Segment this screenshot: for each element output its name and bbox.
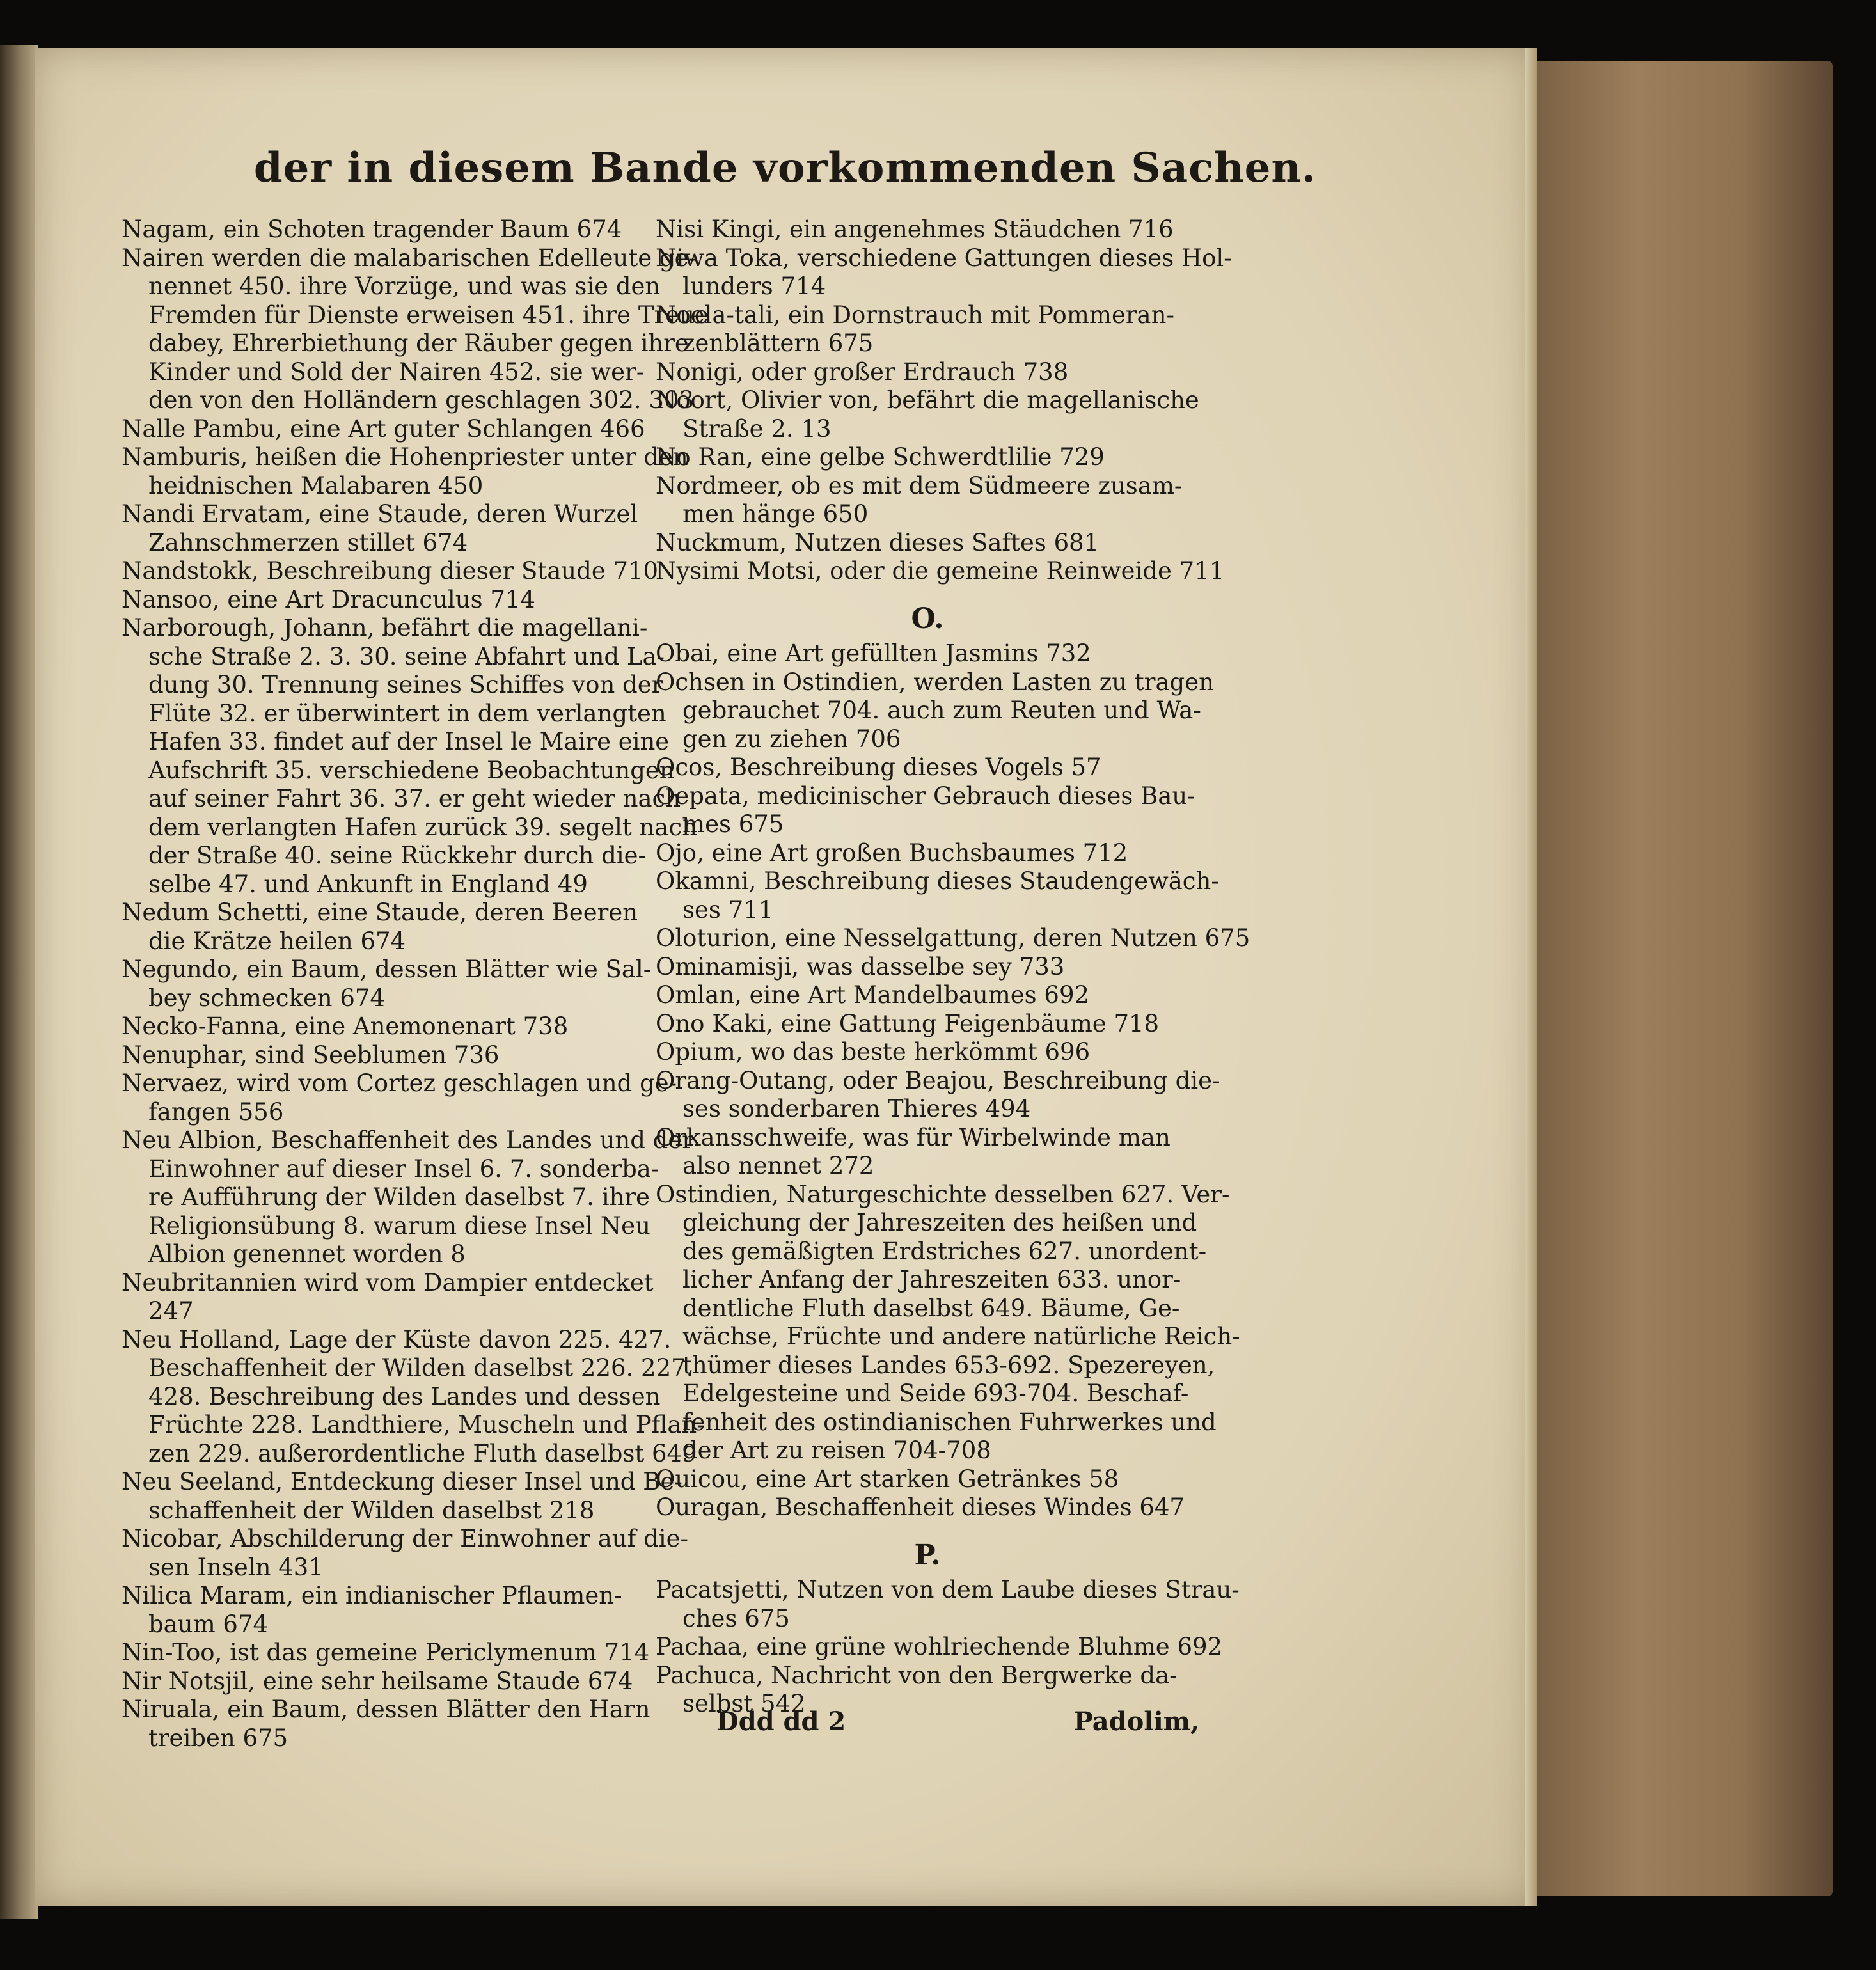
entry-line-continued: Flüte 32. er überwintert in dem verlangten: [148, 699, 666, 727]
entry-line-continued: heidnischen Malabaren 450: [148, 471, 484, 500]
index-entry: [122, 1041, 665, 1070]
index-entry: [122, 1269, 665, 1326]
index-column-right: [656, 216, 1250, 1719]
entry-line-continued: Beschaffenheit der Wilden daselbst 226. 227.: [148, 1354, 694, 1382]
entry-line-first: No Ran, eine gelbe Schwerdtlilie 729: [656, 443, 1105, 471]
entry-line-continued: selbst 542: [682, 1690, 806, 1717]
section-heading-p: P.: [914, 1538, 941, 1572]
entry-line-continued: also nennet 272: [682, 1152, 874, 1179]
entry-line-first: Oepata, medicinischer Gebrauch dieses Bau-: [656, 782, 1195, 810]
entry-line-first: Orkansschweife, was für Wirbelwinde man: [656, 1123, 1171, 1151]
index-entry: [656, 529, 1199, 558]
index-entry: [656, 1010, 1199, 1039]
index-entry: [122, 1525, 688, 1582]
entry-line-continued: licher Anfang der Jahreszeiten 633. unor-: [682, 1266, 1181, 1293]
entry-line-continued: schaffenheit der Wilden daselbst 218: [148, 1496, 595, 1524]
entry-line-first: Noort, Olivier von, befährt die magellanische: [656, 386, 1199, 414]
index-entry: [122, 614, 697, 899]
index-entry: [122, 1069, 677, 1126]
entry-line-first: Narborough, Johann, befährt die magellani-: [122, 614, 648, 642]
entry-line-first: Nordmeer, ob es mit dem Südmeere zusam-: [656, 471, 1183, 500]
entry-line-continued: Hafen 33. findet auf der Insel le Maire eine: [148, 728, 670, 755]
entry-line-first: Nansoo, eine Art Dracunculus 714: [122, 585, 535, 613]
entry-line-continued: Straße 2. 13: [682, 414, 832, 443]
entry-line-first: Negundo, ein Baum, dessen Blätter wie Sal-: [122, 956, 652, 983]
entry-line-first: Opium, wo das beste herkömmt 696: [656, 1038, 1091, 1066]
entry-line-first: Nicobar, Abschilderung der Einwohner auf die-: [122, 1525, 688, 1552]
index-entry: [122, 244, 709, 415]
index-entry: [656, 640, 1199, 668]
entry-line-first: Ostindien, Naturgeschichte desselben 627. Ver-: [656, 1180, 1230, 1208]
index-entry: [656, 1465, 1199, 1494]
entry-line-continued: fenheit des ostindianischen Fuhrwerkes und: [682, 1408, 1217, 1436]
entry-line-continued: ses sonderbaren Thieres 494: [682, 1095, 1031, 1123]
index-entry: [122, 1696, 665, 1753]
entry-line-first: Ono Kaki, eine Gattung Feigenbäume 718: [656, 1009, 1160, 1037]
entry-line-continued: lunders 714: [682, 272, 826, 300]
index-entry: [656, 301, 1199, 358]
entry-line-first: Okamni, Beschreibung dieses Staudengewäch-: [656, 867, 1219, 895]
entry-line-first: Nonigi, oder großer Erdrauch 738: [656, 358, 1069, 386]
entry-line-continued: ches 675: [682, 1604, 790, 1632]
entry-line-first: Ominamisji, was dasselbe sey 733: [656, 952, 1065, 981]
entry-line-continued: dentliche Fluth daselbst 649. Bäume, Ge-: [682, 1294, 1180, 1322]
entry-line-continued: Früchte 228. Landthiere, Muscheln und Pflan-: [148, 1411, 705, 1438]
entry-line-continued: Religionsübung 8. warum diese Insel Neu: [148, 1211, 650, 1240]
entry-line-continued: Aufschrift 35. verschiedene Beobachtungen: [148, 756, 675, 784]
index-entry: [122, 1468, 682, 1525]
entry-line-continued: 428. Beschreibung des Landes und dessen: [148, 1382, 661, 1410]
entry-line-continued: selbe 47. und Ankunft in England 49: [148, 870, 588, 898]
entry-line-continued: mes 675: [682, 810, 784, 838]
index-entry: [656, 1493, 1199, 1522]
index-entry: [656, 753, 1199, 782]
entry-line-continued: thümer dieses Landes 653-692. Spezereyen,: [682, 1351, 1215, 1379]
entry-line-continued: ses 711: [682, 895, 774, 924]
index-entry: [656, 782, 1199, 839]
entry-line-first: Nin-Too, ist das gemeine Periclymenum 714: [122, 1639, 650, 1666]
entry-line-continued: bey schmecken 674: [148, 984, 386, 1012]
index-entry: [656, 557, 1225, 586]
index-entry: [122, 1667, 665, 1696]
entry-line-first: Nisi Kingi, ein angenehmes Stäudchen 716: [656, 216, 1174, 243]
entry-line-first: Ouragan, Beschaffenheit dieses Windes 647: [656, 1493, 1185, 1521]
entry-line-first: Nuckmum, Nutzen dieses Saftes 681: [656, 528, 1100, 556]
entry-line-first: Omlan, eine Art Mandelbaumes 692: [656, 981, 1090, 1009]
entry-line-first: Nilica Maram, ein indianischer Pflaumen-: [122, 1582, 622, 1609]
index-entry: [122, 415, 665, 444]
index-entry: [656, 953, 1199, 982]
entry-line-first: Nedum Schetti, eine Staude, deren Beeren: [122, 899, 638, 926]
entry-line-first: Nagam, ein Schoten tragender Baum 674: [122, 216, 622, 243]
entry-line-continued: Einwohner auf dieser Insel 6. 7. sonderba-: [148, 1154, 659, 1183]
entry-line-continued: gebrauchet 704. auch zum Reuten und Wa-: [682, 697, 1201, 724]
index-entry: [656, 1066, 1220, 1124]
entry-line-first: Niwa Toka, verschiedene Gattungen dieses Hol-: [656, 244, 1232, 272]
o-entries: [656, 640, 1250, 1522]
section-heading-o: O.: [911, 602, 944, 635]
index-entry: [122, 899, 665, 956]
entry-line-continued: zenblättern 675: [682, 329, 874, 357]
entry-line-continued: fangen 556: [148, 1098, 284, 1126]
entry-line-continued: Albion genennet worden 8: [148, 1240, 466, 1268]
entry-line-first: Nandstokk, Beschreibung dieser Staude 710: [122, 557, 659, 585]
entry-line-first: Ochsen in Ostindien, werden Lasten zu tragen: [656, 668, 1214, 696]
index-entry: [122, 216, 665, 244]
index-entry: [656, 472, 1199, 529]
index-entry: [656, 924, 1250, 953]
index-entry: [122, 500, 665, 557]
entry-line-first: Neubritannien wird vom Dampier entdecket: [122, 1268, 654, 1296]
index-entry: [122, 557, 665, 586]
entry-line-continued: men hänge 650: [682, 500, 869, 528]
index-entry: [656, 867, 1219, 924]
index-entry: [656, 358, 1199, 387]
index-entry: [122, 1325, 705, 1469]
entry-line-first: Nysimi Motsi, oder die gemeine Reinweide 711: [656, 557, 1225, 585]
index-entry: [656, 244, 1232, 301]
entry-line-continued: treiben 675: [148, 1724, 288, 1752]
index-entry: [122, 956, 665, 1013]
entry-line-first: Nalle Pambu, eine Art guter Schlangen 466: [122, 414, 645, 443]
entry-line-first: Ojo, eine Art großen Buchsbaumes 712: [656, 839, 1128, 867]
entry-line-first: Nairen werden die malabarischen Edelleute ge-: [122, 244, 697, 272]
index-entry: [656, 386, 1199, 443]
index-entry: [656, 443, 1199, 472]
entry-line-continued: auf seiner Fahrt 36. 37. er geht wieder nach: [148, 785, 681, 812]
entry-line-first: Pacatsjetti, Nutzen von dem Laube dieses Strau-: [656, 1576, 1240, 1604]
index-entry: [656, 216, 1199, 244]
entry-line-first: Nir Notsjil, eine sehr heilsame Staude 674: [122, 1667, 633, 1695]
index-entry: [122, 586, 665, 615]
entry-line-first: Noela-tali, ein Dornstrauch mit Pommeran-: [656, 301, 1174, 329]
index-entry: [656, 1180, 1240, 1465]
index-entry: [656, 1576, 1240, 1633]
index-entry: [656, 1038, 1199, 1067]
entry-line-continued: sen Inseln 431: [148, 1553, 324, 1581]
page-footer: [656, 1706, 1199, 1737]
index-entry: [656, 981, 1199, 1010]
catchword: Padolim,: [1073, 1706, 1199, 1737]
index-entry: [122, 1639, 665, 1667]
entry-line-continued: 247: [148, 1297, 194, 1325]
entry-line-continued: sche Straße 2. 3. 30. seine Abfahrt und La-: [148, 642, 665, 670]
entry-line-first: Neu Seeland, Entdeckung dieser Insel und Be-: [122, 1468, 682, 1495]
n-entries: [656, 216, 1232, 586]
entry-line-continued: der Straße 40. seine Rückkehr durch die-: [148, 842, 647, 869]
entry-line-continued: baum 674: [148, 1610, 269, 1638]
book-cover-edge: [1532, 61, 1833, 1896]
entry-line-continued: Kinder und Sold der Nairen 452. sie wer-: [148, 358, 645, 386]
entry-line-first: Nenuphar, sind Seeblumen 736: [122, 1041, 500, 1069]
index-entry: [122, 1013, 665, 1041]
entry-line-continued: die Krätze heilen 674: [148, 927, 406, 955]
p-entries: [656, 1576, 1240, 1719]
entry-line-continued: re Aufführung der Wilden daselbst 7. ihre: [148, 1183, 650, 1211]
entry-line-first: Necko-Fanna, eine Anemonenart 738: [122, 1013, 569, 1040]
entry-line-continued: dabey, Ehrerbiethung der Räuber gegen ihre: [148, 329, 689, 357]
index-entry: [122, 1582, 665, 1639]
entry-line-first: Pachaa, eine grüne wohlriechende Bluhme 692: [656, 1633, 1223, 1660]
entry-line-first: Obai, eine Art gefüllten Jasmins 732: [656, 640, 1091, 667]
entry-line-continued: zen 229. außerordentliche Fluth daselbst 649: [148, 1439, 697, 1467]
entry-line-continued: gen zu ziehen 706: [682, 725, 901, 753]
index-entry: [122, 1126, 693, 1269]
entry-line-first: Namburis, heißen die Hohenpriester unter den: [122, 443, 688, 471]
entry-line-continued: Edelgesteine und Seide 693-704. Beschaf-: [682, 1380, 1189, 1407]
entry-line-continued: dem verlangten Hafen zurück 39. segelt nach: [148, 813, 697, 841]
index-column-left: [122, 216, 709, 1753]
entry-line-first: Orang-Outang, oder Beajou, Beschreibung die-: [656, 1066, 1220, 1094]
entry-line-first: Ocos, Beschreibung dieses Vogels 57: [656, 753, 1101, 781]
entry-line-first: Pachuca, Nachricht von den Bergwerke da-: [656, 1661, 1178, 1689]
entry-line-continued: der Art zu reisen 704-708: [682, 1437, 991, 1464]
entry-line-first: Nervaez, wird vom Cortez geschlagen und ge-: [122, 1069, 677, 1097]
entry-line-continued: dung 30. Trennung seines Schiffes von der: [148, 671, 663, 698]
entry-line-first: Neu Albion, Beschaffenheit des Landes und der: [122, 1126, 693, 1154]
entry-line-first: Nandi Ervatam, eine Staude, deren Wurzel: [122, 500, 638, 528]
entry-line-first: Ouicou, eine Art starken Getränkes 58: [656, 1465, 1119, 1493]
page-header: der in diesem Bande vorkommenden Sachen.: [253, 144, 1317, 192]
index-entry: [656, 839, 1199, 868]
entry-line-first: Oloturion, eine Nesselgattung, deren Nutzen 675: [656, 924, 1250, 952]
entry-line-continued: Zahnschmerzen stillet 674: [148, 528, 468, 556]
signature-mark: Ddd dd 2: [716, 1706, 846, 1737]
page-edge: [1525, 48, 1537, 1906]
entry-line-continued: des gemäßigten Erdstriches 627. unordent-: [682, 1237, 1207, 1265]
book-page: [35, 48, 1535, 1906]
entry-line-first: Niruala, ein Baum, dessen Blätter den Harn: [122, 1696, 650, 1723]
entry-line-continued: wächse, Früchte und andere natürliche Reich-: [682, 1323, 1240, 1350]
entry-line-first: Neu Holland, Lage der Küste davon 225. 427.: [122, 1325, 672, 1353]
entry-line-continued: gleichung der Jahreszeiten des heißen und: [682, 1209, 1197, 1236]
left-page-fold: [0, 45, 38, 1919]
index-entry: [656, 1633, 1223, 1662]
index-entry: [656, 1124, 1199, 1181]
entry-line-continued: nennet 450. ihre Vorzüge, und was sie den: [148, 272, 661, 300]
entry-line-continued: Fremden für Dienste erweisen 451. ihre Treue: [148, 301, 709, 329]
index-entry: [122, 443, 688, 500]
entry-line-continued: den von den Holländern geschlagen 302. 303: [148, 386, 695, 414]
index-entry: [656, 668, 1214, 754]
